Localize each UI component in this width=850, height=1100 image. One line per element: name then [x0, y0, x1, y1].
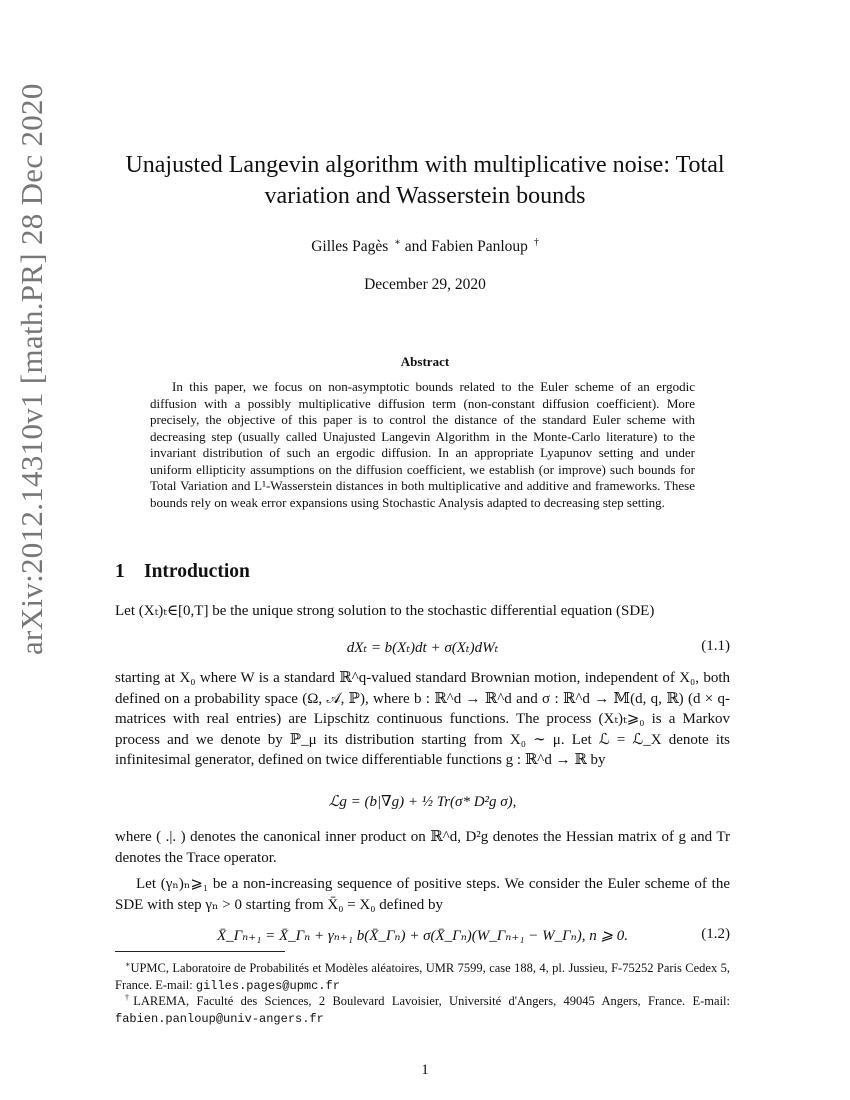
author-joiner: and	[404, 238, 428, 256]
footnote-rule	[115, 951, 285, 952]
equation-1-1-expression: dXₜ = b(Xₜ)dt + σ(Xₜ)dWₜ	[346, 640, 499, 656]
equation-1-2-label: (1.2)	[701, 926, 730, 942]
footnote-2	[115, 990, 730, 1027]
paragraph-4: Let (γₙ)ₙ⩾₁ be a non-increasing sequence of positive steps. We consider the Euler scheme of the SDE with step γₙ > 0 starting from X̄₀ = X₀ defined by	[115, 876, 730, 913]
equation-generator-expression: ℒg = (b|∇g) + ½ Tr(σ* D²g σ),	[328, 794, 517, 810]
author-mark-2: †	[533, 237, 539, 248]
section-heading	[115, 561, 250, 583]
author-pages: Gilles Pagès	[311, 238, 389, 256]
author-panloup: Fabien Panloup	[431, 238, 528, 256]
author-list	[110, 237, 740, 256]
footnote-1-mark: ∗	[125, 960, 131, 969]
footnote-1-text: UPMC, Laboratoire de Probabilités et Modèles aléatoires, UMR 7599, case 188, 4, pl. Jussieu, F-75252 Paris Cedex 5, France. E-mail:	[115, 961, 730, 992]
section-title: Introduction	[144, 561, 250, 582]
equation-1-1-label: (1.1)	[701, 638, 730, 654]
abstract-heading: Abstract	[400, 354, 450, 369]
equation-1-2-expression: X̄_Γₙ₊₁ = X̄_Γₙ + γₙ₊₁ b(X̄_Γₙ) + σ(X̄_Γₙ)(W_Γₙ₊₁ − W_Γₙ), n ⩾ 0.	[216, 928, 629, 944]
title-line-1: Unajusted Langevin algorithm with multiplicative noise: Total	[125, 152, 725, 178]
footnote-2-mark: †	[125, 993, 134, 1002]
footnote-2-text: LAREMA, Faculté des Sciences, 2 Boulevard Lavoisier, Université d'Angers, 49045 Angers, France. E-mail:	[133, 994, 731, 1009]
paper-title	[110, 150, 740, 212]
title-line-2: variation and Wasserstein bounds	[264, 183, 586, 209]
author-mark-1: ∗	[394, 237, 401, 248]
abstract-text: In this paper, we focus on non-asymptotic bounds related to the Euler scheme of an ergodic diffusion with a possibly multiplicative diffusion term (non-constant diffusion coefficient). More precisely, the objective of this paper is to control the distance of the standard Euler scheme with decreasing step (usually called Unajusted Langevin Algorithm in the Monte-Carlo literature) to the invariant distribution of such an ergodic diffusion. In an appropriate Lyapunov setting and under uniform ellipticity assumptions on the diffusion coefficient, we establish (or improve) such bounds for Total Variation and L¹-Wasserstein distances in both multiplicative and additive and frameworks. These bounds rely on weak error expansions using Stochastic Analysis adapted to decreasing step setting.	[150, 379, 695, 510]
footnote-1-email: gilles.pages@upmc.fr	[195, 978, 340, 993]
section-number: 1	[115, 561, 125, 582]
footnote-2-email: fabien.panloup@univ-angers.fr	[115, 1011, 324, 1026]
page-number: 1	[421, 1062, 429, 1078]
paragraph-1: Let (Xₜ)ₜ∈[0,T] be the unique strong solution to the stochastic differential equation (SDE)	[115, 603, 655, 619]
paragraph-3: where ( .|. ) denotes the canonical inner product on ℝ^d, D²g denotes the Hessian matrix of g and Tr denotes the Trace operator.	[115, 829, 730, 866]
footnote-1	[115, 957, 730, 994]
arxiv-identifier-stamp: arXiv:2012.14310v1 [math.PR] 28 Dec 2020	[14, 83, 49, 655]
paragraph-2: starting at X₀ where W is a standard ℝ^q-valued standard Brownian motion, independent of X₀, both defined on a probability space (Ω, 𝒜, ℙ), where b : ℝ^d → ℝ^d and σ : ℝ^d → 𝕄(d, q, ℝ) (d × q-matrices with real entries) are Lipschitz continuous functions. The process (Xₜ)ₜ⩾₀ is a Markov process and we denote by ℙ_μ its distribution starting from X₀ ∼ μ. Let ℒ = ℒ_X denote its infinitesimal generator, defined on twice differentiable functions g : ℝ^d → ℝ by	[115, 670, 730, 768]
paper-date: December 29, 2020	[364, 276, 486, 293]
